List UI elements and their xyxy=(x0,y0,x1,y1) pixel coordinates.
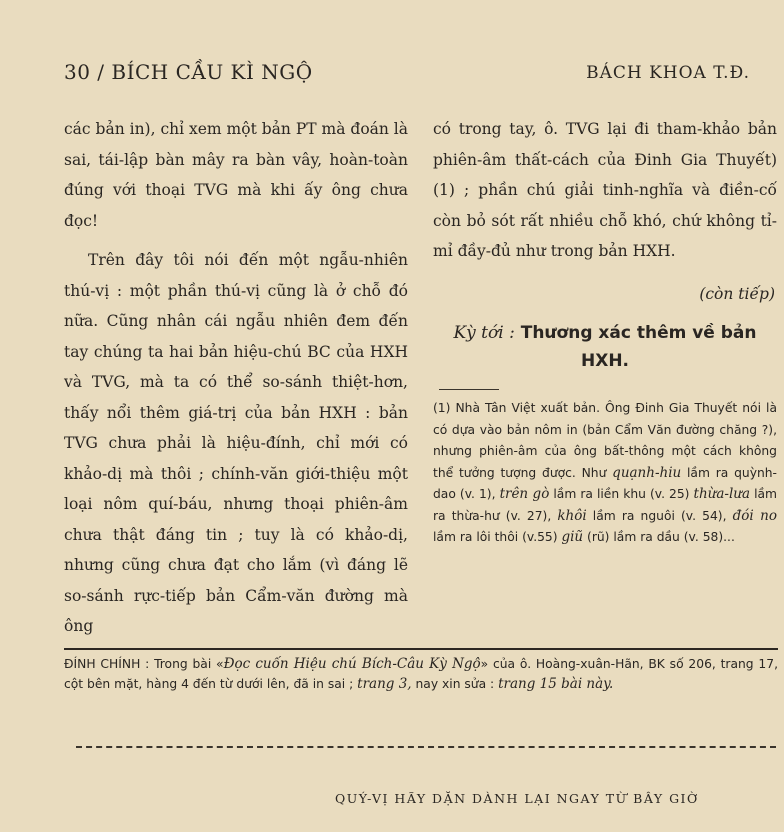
erratum-notice: ĐÍNH CHÍNH : Trong bài «Đọc cuốn Hiệu chú Bích-Câu Kỳ Ngộ» của ô. Hoàng-xuân-Hãn, BK số 206, trang 17, cột bên mặt, hàng 4 đến từ dưới lên, đã in sai ; trang 3, nay xin sửa : trang 15 bài này. xyxy=(64,656,778,692)
left-paragraph-2: Trên đây tôi nói đến một ngẫu-nhiên thú-vị : một phần thú-vị cũng là ở chỗ đó nữa. Cũng nhân cái ngẫu nhiên đem đến tay chúng ta hai bản hiệu-chú BC của HXH và TVG, mà ta có thể so-sánh thiệt-hơn, thấy nổi thêm giá-trị của bản HXH : bản TVG chưa phải là hiệu-đính, chỉ mới có khảo-dị mà thôi ; chính-văn giới-thiệu một loại nôm quí-báu, nhưng thoại phiên-âm chưa thật đáng tin ; tuy là có khảo-dị, nhưng cũng chưa đạt cho lắm (vì đáng lẽ so-sánh rực-tiếp bản Cẩm-văn đường mà ông xyxy=(64,251,408,635)
left-paragraph-1: các bản in), chỉ xem một bản PT mà đoán là sai, tái-lập bàn mây ra bàn vây, hoàn-toàn đúng với thoại TVG mà khi ấy ông chưa đọc! xyxy=(64,120,408,230)
footnote-rule xyxy=(439,389,499,390)
next-issue-label: Kỳ tới : xyxy=(453,323,515,343)
next-issue-title: Thương xác thêm về bản HXH. xyxy=(520,323,757,371)
page-header-right: BÁCH KHOA T.Đ. xyxy=(586,63,750,83)
left-column xyxy=(64,114,408,642)
right-column xyxy=(433,114,777,549)
footnote: (1) Nhà Tân Việt xuất bản. Ông Đinh Gia Thuyết nói là có dựa vào bản nôm in (bản Cẩm Văn đường chăng ?), nhưng phiên-âm của ông bất-thông một cách không thể tưởng tượng được. Như quạnh-hiu lầm ra quỳnh-dao (v. 1), trên gò lầm ra liền khu (v. 25) thừa-lưa lầm ra thừa-hư (v. 27), khôi lầm ra nguôi (v. 54), đói no lầm ra lôi thôi (v.55) giũ (rũ) lầm ra dầu (v. 58)... xyxy=(433,401,778,545)
continued-note: (còn tiếp) xyxy=(699,284,775,303)
bottom-banner-text: QUÝ-VỊ HÃY DẶN DÀNH LẠI NGAY TỪ BÂY GIỜ xyxy=(335,791,699,806)
right-paragraph-1: có trong tay, ô. TVG lại đi tham-khảo bản phiên-âm thất-cách của Đinh Gia Thuyết) (1) ; phần chú giải tinh-nghĩa và điền-cố còn bỏ sót rất nhiều chỗ khó, chứ không tỉ-mỉ đầy-đủ như trong bản HXH. xyxy=(433,120,777,260)
section-divider xyxy=(64,648,778,650)
next-issue-heading xyxy=(433,319,777,375)
dashed-divider xyxy=(76,746,776,748)
page-header-left: 30 / BÍCH CẦU KÌ NGỘ xyxy=(64,60,313,84)
